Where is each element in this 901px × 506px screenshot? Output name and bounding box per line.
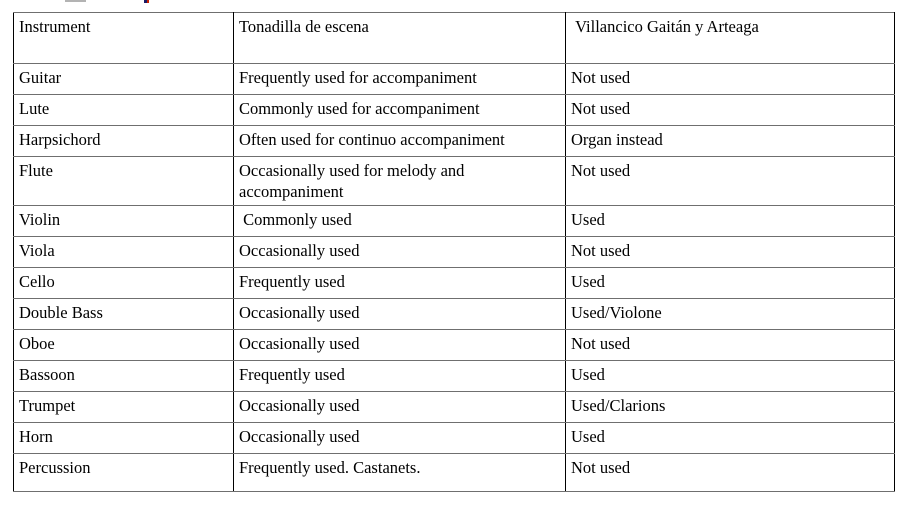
header-cell-tonadilla: Tonadilla de escena <box>234 13 566 64</box>
cell-villancico: Not used <box>566 330 895 361</box>
cell-villancico: Organ instead <box>566 126 895 157</box>
table-row <box>14 361 895 392</box>
table-row <box>14 454 895 492</box>
table-row <box>14 157 895 206</box>
cell-tonadilla: Occasionally used <box>234 237 566 268</box>
cell-tonadilla: Frequently used <box>234 268 566 299</box>
cell-instrument: Lute <box>14 95 234 126</box>
cell-tonadilla: Occasionally used for melody and accompaniment <box>234 157 566 206</box>
cell-instrument: Horn <box>14 423 234 454</box>
table-row <box>14 206 895 237</box>
cell-instrument: Harpsichord <box>14 126 234 157</box>
table-row <box>14 299 895 330</box>
header-cell-instrument: Instrument <box>14 13 234 64</box>
cell-villancico: Used <box>566 423 895 454</box>
table-header-row <box>14 13 895 64</box>
table-row <box>14 126 895 157</box>
cell-villancico: Not used <box>566 237 895 268</box>
cell-instrument: Flute <box>14 157 234 206</box>
cell-villancico: Not used <box>566 95 895 126</box>
cell-tonadilla: Commonly used for accompaniment <box>234 95 566 126</box>
table-row <box>14 237 895 268</box>
table-row <box>14 423 895 454</box>
cell-instrument: Double Bass <box>14 299 234 330</box>
cell-instrument: Cello <box>14 268 234 299</box>
cell-villancico: Used <box>566 206 895 237</box>
cell-villancico: Used <box>566 268 895 299</box>
cell-villancico: Used/Clarions <box>566 392 895 423</box>
cropped-toolbar-fragment-gray <box>65 0 86 2</box>
cell-instrument: Guitar <box>14 64 234 95</box>
cell-tonadilla: Often used for continuo accompaniment <box>234 126 566 157</box>
cropped-toolbar-fragment-color <box>144 0 149 3</box>
cell-villancico: Not used <box>566 454 895 492</box>
table-row <box>14 64 895 95</box>
cell-tonadilla: Occasionally used <box>234 423 566 454</box>
cell-tonadilla: Frequently used <box>234 361 566 392</box>
table-row <box>14 392 895 423</box>
cell-tonadilla: Occasionally used <box>234 330 566 361</box>
instrument-usage-table <box>13 12 895 492</box>
cell-villancico: Not used <box>566 64 895 95</box>
cell-villancico: Used <box>566 361 895 392</box>
cell-villancico: Used/Violone <box>566 299 895 330</box>
cell-instrument: Percussion <box>14 454 234 492</box>
cell-tonadilla: Frequently used. Castanets. <box>234 454 566 492</box>
cell-tonadilla: Occasionally used <box>234 392 566 423</box>
cell-villancico: Not used <box>566 157 895 206</box>
cell-instrument: Viola <box>14 237 234 268</box>
table-row <box>14 95 895 126</box>
header-cell-villancico: Villancico Gaitán y Arteaga <box>566 13 895 64</box>
cell-tonadilla: Commonly used <box>234 206 566 237</box>
cell-tonadilla: Frequently used for accompaniment <box>234 64 566 95</box>
cell-tonadilla: Occasionally used <box>234 299 566 330</box>
cell-instrument: Oboe <box>14 330 234 361</box>
table-row <box>14 330 895 361</box>
table-row <box>14 268 895 299</box>
cell-instrument: Bassoon <box>14 361 234 392</box>
cell-instrument: Trumpet <box>14 392 234 423</box>
cell-instrument: Violin <box>14 206 234 237</box>
